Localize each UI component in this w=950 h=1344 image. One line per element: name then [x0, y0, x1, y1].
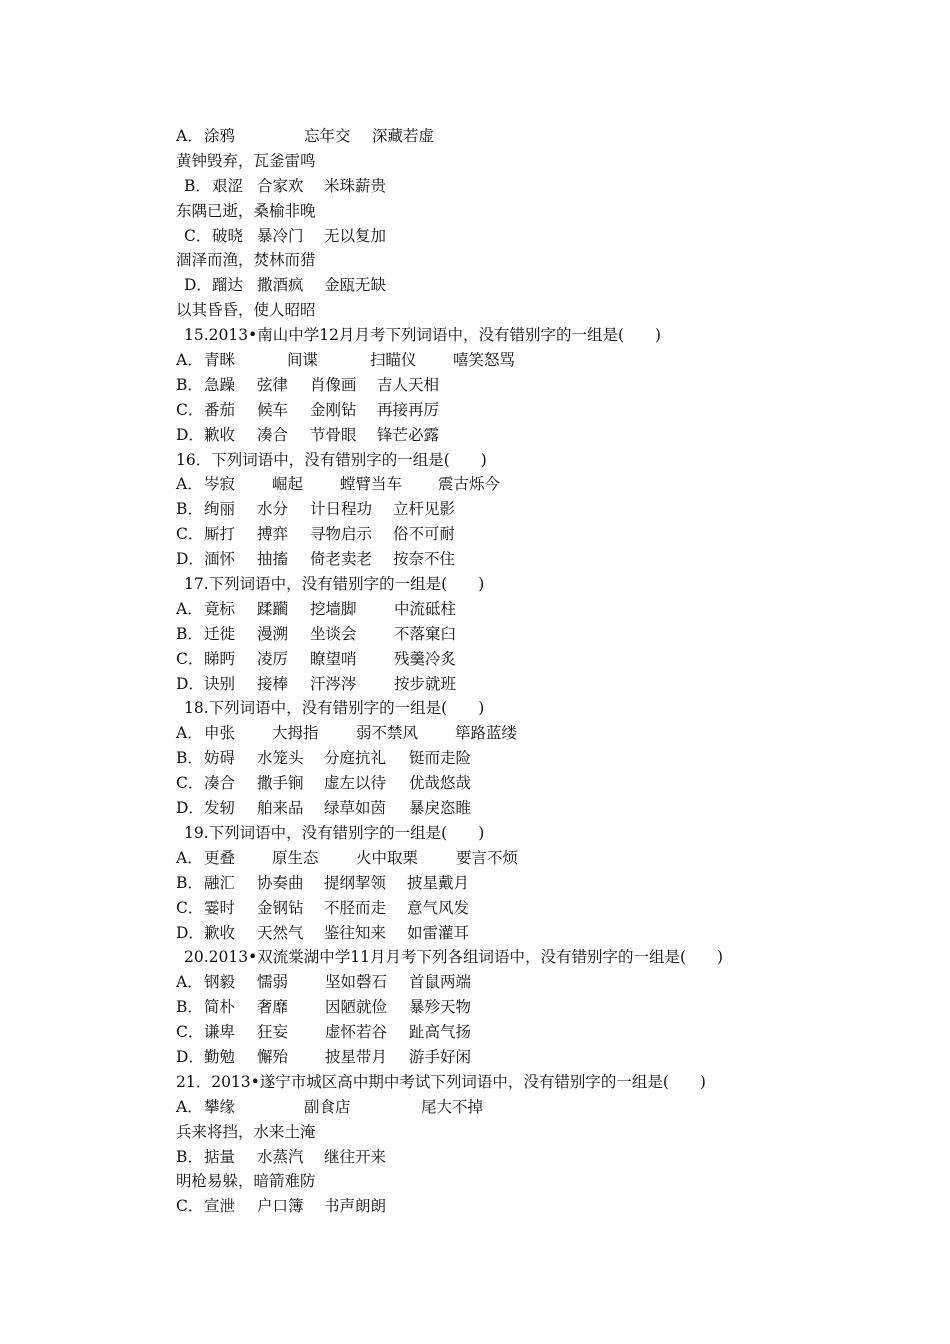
option-term: 番茄 — [204, 400, 236, 419]
option-line — [176, 522, 876, 547]
option-term: 天然气 — [257, 923, 304, 942]
option-label: A． — [176, 475, 203, 494]
option-line — [176, 746, 876, 771]
option-term: 不胫而走 — [324, 898, 387, 917]
option-term: 歉收 — [204, 923, 236, 942]
option-label: C． — [176, 400, 204, 419]
option-label: B． — [176, 375, 203, 394]
option-label: D． — [176, 674, 204, 693]
document-body — [176, 124, 876, 1219]
option-term: 提纲挈领 — [324, 873, 387, 892]
option-term: 霎时 — [204, 898, 236, 917]
option-term: 再接再厉 — [377, 400, 440, 419]
option-term: 分庭抗礼 — [324, 749, 387, 768]
option-term: 扫瞄仪 — [370, 351, 417, 370]
option-term: 凌厉 — [257, 649, 289, 668]
option-term: 蹂躏 — [257, 599, 289, 618]
option-term: 凑合 — [204, 774, 236, 793]
option-term: 抽搐 — [257, 550, 289, 569]
option-term: 披星戴月 — [407, 873, 470, 892]
option-term: 意气风发 — [407, 898, 470, 917]
option-term: 奢靡 — [257, 998, 289, 1017]
option-term: 协奏曲 — [257, 873, 304, 892]
option-term: 懦弱 — [257, 973, 289, 992]
option-line — [176, 771, 876, 796]
option-term: 不落窠臼 — [394, 624, 457, 643]
option-term: 暴殄天物 — [409, 998, 472, 1017]
question-stem: 21．2013•遂宁市城区高中期中考试下列词语中，没有错别字的一组是( ) — [176, 1072, 706, 1091]
option-line — [176, 597, 876, 622]
option-term: 绚丽 — [204, 500, 236, 519]
option-term: 优哉悠哉 — [409, 774, 472, 793]
option-term: 妨碍 — [204, 749, 236, 768]
option-label: C． — [176, 898, 204, 917]
option-term: 虚左以待 — [324, 774, 387, 793]
option-line — [176, 1194, 876, 1219]
option-term: 水分 — [257, 500, 289, 519]
question-stem: 20.2013•双流棠湖中学11月月考下列各组词语中，没有错别字的一组是( ) — [184, 948, 724, 967]
option-term: 歉收 — [204, 425, 236, 444]
option-term: 残羹冷炙 — [394, 649, 457, 668]
option-label: C． — [176, 1023, 204, 1042]
option-term: 青眯 — [204, 351, 236, 370]
option-term: 鉴往知来 — [324, 923, 387, 942]
option-line — [176, 995, 876, 1020]
option-line — [176, 547, 876, 572]
option-label: B． — [176, 998, 203, 1017]
option-term: 候车 — [257, 400, 289, 419]
option-line — [176, 1095, 876, 1120]
option-term: 更叠 — [204, 848, 236, 867]
option-label: A． — [176, 599, 203, 618]
option-term: 深藏若虚 — [372, 127, 435, 145]
option-term: 破晓 — [212, 226, 244, 245]
option-label: D． — [176, 550, 204, 569]
option-term: 无以复加 — [324, 226, 387, 245]
option-term: 厮打 — [204, 525, 236, 544]
option-term: 暴冷门 — [257, 226, 304, 245]
option-term: 瞭望哨 — [310, 649, 357, 668]
option-term: 趾高气扬 — [409, 1023, 472, 1042]
option-label: B． — [176, 1147, 203, 1166]
option-term: 接棒 — [257, 674, 289, 693]
option-line — [176, 871, 876, 896]
option-line — [176, 472, 876, 497]
option-term: 大拇指 — [272, 724, 319, 743]
option-term: 钢毅 — [204, 973, 236, 992]
option-term: 撒酒疯 — [257, 276, 304, 295]
option-term: 坚如磬石 — [325, 973, 388, 992]
option-label: D． — [184, 276, 212, 295]
option-term: 火中取栗 — [356, 848, 419, 867]
option-label: C． — [176, 525, 204, 544]
option-term: 肖像画 — [310, 375, 357, 394]
option-term: 倚老卖老 — [310, 550, 373, 569]
option-term: 岑寂 — [204, 475, 236, 494]
option-label: A． — [176, 724, 203, 743]
question-stem: 19.下列词语中，没有错别字的一组是( ) — [184, 823, 485, 842]
option-term: 申张 — [204, 724, 236, 743]
option-term: 金钢钻 — [257, 898, 304, 917]
option-term: 虚怀若谷 — [325, 1023, 388, 1042]
option-term: 发轫 — [204, 799, 236, 818]
option-term: 首鼠两端 — [409, 973, 472, 992]
option-label: C． — [176, 774, 204, 793]
option-line — [176, 672, 876, 697]
option-label: A． — [176, 1097, 203, 1116]
option-line — [176, 647, 876, 672]
option-term: 涂鸦 — [204, 127, 236, 145]
option-term: 搏弈 — [257, 525, 289, 544]
option-term: 按步就班 — [394, 674, 457, 693]
option-term: 坐谈会 — [310, 624, 357, 643]
option-label: D． — [176, 425, 204, 444]
option-label: C． — [176, 1197, 204, 1216]
option-term: 舶来品 — [257, 799, 304, 818]
option-label: D． — [176, 1047, 204, 1066]
option-label: C． — [184, 226, 212, 245]
option-term: 融汇 — [204, 873, 236, 892]
option-line — [176, 174, 876, 199]
option-term: 谦卑 — [204, 1023, 236, 1042]
option-label: B． — [184, 176, 211, 195]
option-label: A． — [176, 848, 203, 867]
option-label: A． — [176, 351, 203, 370]
idiom-line: 以其昏昏，使人昭昭 — [176, 301, 316, 320]
option-line — [176, 622, 876, 647]
option-term: 暴戾恣睢 — [409, 799, 472, 818]
option-term: 俗不可耐 — [393, 525, 456, 544]
option-term: 继往开来 — [324, 1147, 387, 1166]
option-term: 合家欢 — [257, 176, 304, 195]
option-line — [176, 423, 876, 448]
option-term: 金瓯无缺 — [324, 276, 387, 295]
option-term: 诀别 — [204, 674, 236, 693]
option-label: A． — [176, 973, 203, 992]
idiom-line: 涸泽而渔，焚林而猎 — [176, 251, 316, 270]
option-term: 计日程功 — [310, 500, 373, 519]
option-label: B． — [176, 873, 203, 892]
option-line — [176, 273, 876, 298]
option-line — [176, 497, 876, 522]
option-term: 按奈不住 — [393, 550, 456, 569]
option-term: 户口簿 — [257, 1197, 304, 1216]
option-line — [176, 1145, 876, 1170]
option-line — [176, 348, 876, 373]
option-term: 挖墙脚 — [310, 599, 357, 618]
option-line — [176, 721, 876, 746]
option-term: 掂量 — [204, 1147, 236, 1166]
option-term: 尾大不掉 — [421, 1097, 484, 1116]
option-term: 米珠薪贵 — [324, 176, 387, 195]
option-term: 攀缘 — [204, 1097, 236, 1116]
option-term: 嘻笑怒骂 — [453, 351, 516, 370]
option-term: 铤而走险 — [409, 749, 472, 768]
option-term: 宣泄 — [204, 1197, 236, 1216]
option-term: 忘年交 — [304, 127, 351, 145]
option-term: 筚路蓝缕 — [455, 724, 518, 743]
option-term: 副食店 — [304, 1097, 351, 1116]
option-label: B． — [176, 749, 203, 768]
question-stem: 17.下列词语中，没有错别字的一组是( ) — [184, 575, 485, 594]
option-term: 弱不禁风 — [356, 724, 419, 743]
option-term: 震古烁今 — [438, 475, 501, 494]
option-label: A． — [176, 127, 203, 145]
question-stem: 15.2013•南山中学12月月考下列词语中，没有错别字的一组是( ) — [184, 326, 662, 345]
idiom-line: 兵来将挡，水来土淹 — [176, 1122, 316, 1141]
option-term: 寻物启示 — [310, 525, 373, 544]
option-term: 勤勉 — [204, 1047, 236, 1066]
option-term: 锋芒必露 — [377, 425, 440, 444]
option-line — [176, 398, 876, 423]
option-term: 如雷灌耳 — [407, 923, 470, 942]
option-label: B． — [176, 624, 203, 643]
question-stem: 18.下列词语中，没有错别字的一组是( ) — [184, 699, 485, 718]
option-term: 书声朗朗 — [324, 1197, 387, 1216]
idiom-line: 东隅已逝，桑榆非晚 — [176, 201, 316, 220]
option-term: 撒手锏 — [257, 774, 304, 793]
option-term: 立杆见影 — [393, 500, 456, 519]
option-label: D． — [176, 799, 204, 818]
option-term: 吉人天相 — [377, 375, 440, 394]
option-line — [176, 373, 876, 398]
option-line — [176, 846, 876, 871]
option-term: 急躁 — [204, 375, 236, 394]
option-term: 湎怀 — [204, 550, 236, 569]
option-line — [176, 796, 876, 821]
option-label: B． — [176, 500, 203, 519]
option-term: 游手好闲 — [409, 1047, 472, 1066]
option-line — [176, 921, 876, 946]
option-term: 水蒸汽 — [257, 1147, 304, 1166]
question-stem: 16．下列词语中，没有错别字的一组是( ) — [176, 450, 487, 469]
option-line — [176, 896, 876, 921]
option-term: 节骨眼 — [310, 425, 357, 444]
option-term: 蹓达 — [212, 276, 244, 295]
option-label: D． — [176, 923, 204, 942]
option-label: C． — [176, 649, 204, 668]
option-term: 水笼头 — [257, 749, 304, 768]
option-term: 因陋就俭 — [325, 998, 388, 1017]
option-term: 凑合 — [257, 425, 289, 444]
idiom-line: 黄钟毁弃，瓦釜雷鸣 — [176, 151, 316, 170]
option-term: 绿草如茵 — [324, 799, 387, 818]
option-term: 竟标 — [204, 599, 236, 618]
option-line — [176, 1020, 876, 1045]
option-term: 睇眄 — [204, 649, 236, 668]
option-term: 弦律 — [257, 375, 289, 394]
option-term: 螳臂当车 — [340, 475, 403, 494]
option-line — [176, 1045, 876, 1070]
option-term: 迁徙 — [204, 624, 236, 643]
option-term: 汗涔涔 — [310, 674, 357, 693]
option-term: 中流砥柱 — [394, 599, 457, 618]
option-term: 崛起 — [272, 475, 304, 494]
option-term: 简朴 — [204, 998, 236, 1017]
option-line — [176, 970, 876, 995]
option-term: 狂妄 — [257, 1023, 289, 1042]
option-line — [176, 124, 876, 149]
option-term: 艰涩 — [212, 176, 244, 195]
option-term: 披星带月 — [325, 1047, 388, 1066]
idiom-line: 明枪易躲，暗箭难防 — [176, 1172, 316, 1191]
option-term: 漫溯 — [257, 624, 289, 643]
option-term: 间谍 — [287, 351, 319, 370]
option-line — [176, 224, 876, 249]
option-term: 要言不烦 — [456, 848, 519, 867]
option-term: 金刚钻 — [310, 400, 357, 419]
option-term: 原生态 — [272, 848, 319, 867]
option-term: 懈殆 — [257, 1047, 289, 1066]
